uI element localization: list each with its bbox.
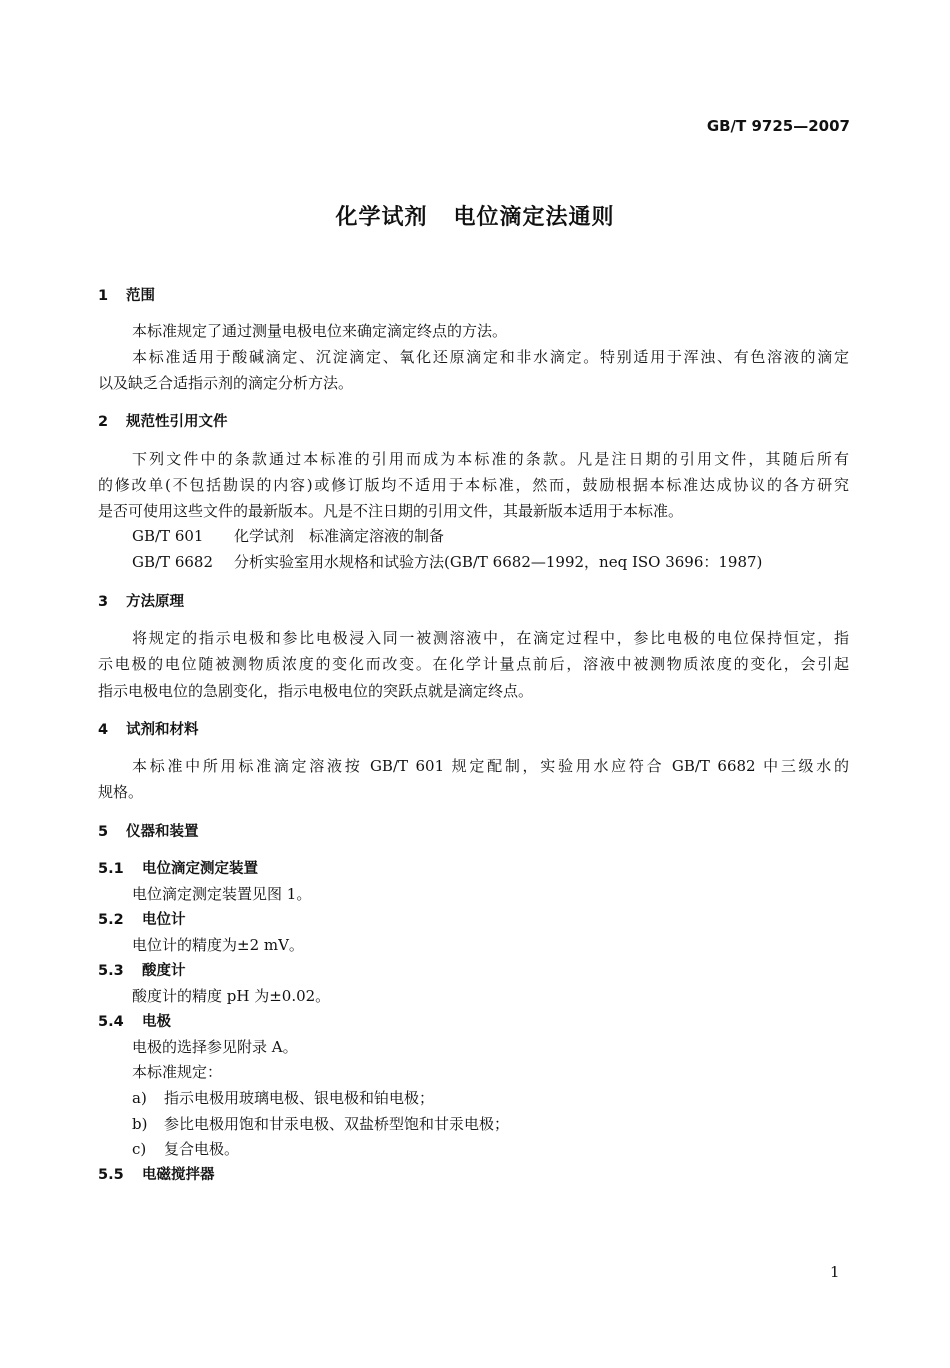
list-item-label: c) — [132, 1140, 147, 1158]
subsection-5-4-heading — [98, 1010, 171, 1031]
list-item-label: a) — [132, 1089, 147, 1107]
paragraph: 本标准规定了通过测量电极电位来确定滴定终点的方法。 — [132, 322, 508, 340]
paragraph-line: 下列文件中的条款通过本标准的引用而成为本标准的条款。凡是注日期的引用文件，其随后所有 — [132, 450, 849, 468]
paragraph: 电位滴定测定装置见图 1。 — [132, 885, 312, 903]
paragraph-line: 以及缺乏合适指示剂的滴定分析方法。 — [98, 374, 354, 392]
reference-item — [132, 551, 762, 572]
list-item-text: 复合电极。 — [164, 1140, 240, 1158]
subsection-number: 5.4 — [98, 1014, 124, 1030]
section-number: 1 — [98, 288, 109, 304]
section-2-heading — [98, 410, 228, 431]
subsection-5-5-heading — [98, 1163, 215, 1184]
paragraph-line: 示电极的电位随被测物质浓度的变化而改变。在化学计量点前后，溶液中被测物质浓度的变化，会引起 — [98, 655, 849, 673]
list-item-text: 指示电极用玻璃电极、银电极和铂电极； — [164, 1089, 435, 1107]
section-title: 范围 — [126, 288, 155, 304]
reference-title: 化学试剂 标准滴定溶液的制备 — [234, 527, 445, 545]
subsection-title: 电位计 — [142, 912, 186, 928]
paragraph-line: 是否可使用这些文件的最新版本。凡是不注日期的引用文件，其最新版本适用于本标准。 — [98, 502, 684, 520]
list-item — [132, 1138, 239, 1159]
section-number: 2 — [98, 414, 109, 430]
section-number: 5 — [98, 824, 109, 840]
reference-code: GB/T 601 — [132, 527, 204, 545]
section-3-heading — [98, 590, 184, 611]
list-item-label: b) — [132, 1115, 148, 1133]
subsection-number: 5.2 — [98, 912, 124, 928]
title-part-1: 化学试剂 — [335, 205, 428, 230]
list-item — [132, 1087, 434, 1108]
section-1-heading — [98, 284, 155, 305]
subsection-title: 酸度计 — [142, 963, 186, 979]
list-item — [132, 1113, 509, 1134]
paragraph: 酸度计的精度 pH 为±0.02。 — [132, 987, 331, 1005]
subsection-title: 电极 — [142, 1014, 171, 1030]
subsection-number: 5.5 — [98, 1167, 124, 1183]
section-title: 试剂和材料 — [126, 722, 199, 738]
subsection-title: 电位滴定测定装置 — [142, 861, 258, 877]
reference-title: 分析实验室用水规格和试验方法(GB/T 6682—1992，neq ISO 3696：1987) — [234, 553, 763, 571]
paragraph-line: 将规定的指示电极和参比电极浸入同一被测溶液中，在滴定过程中，参比电极的电位保持恒定，指 — [132, 629, 849, 647]
title-part-2: 电位滴定法通则 — [453, 205, 615, 230]
section-title: 方法原理 — [126, 594, 184, 610]
section-title: 仪器和装置 — [126, 824, 199, 840]
paragraph-line: 本标准适用于酸碱滴定、沉淀滴定、氧化还原滴定和非水滴定。特别适用于浑浊、有色溶液的滴定 — [132, 348, 849, 366]
document-title — [0, 200, 950, 231]
paragraph: 电位计的精度为±2 mV。 — [132, 936, 304, 954]
subsection-5-2-heading — [98, 908, 186, 929]
subsection-title: 电磁搅拌器 — [142, 1167, 215, 1183]
section-number: 3 — [98, 594, 109, 610]
section-4-heading — [98, 718, 199, 739]
section-title: 规范性引用文件 — [126, 414, 228, 430]
paragraph-line: 指示电极电位的急剧变化，指示电极电位的突跃点就是滴定终点。 — [98, 682, 534, 700]
subsection-5-1-heading — [98, 857, 258, 878]
section-5-heading — [98, 820, 199, 841]
paragraph-line: 的修改单(不包括勘误的内容)或修订版均不适用于本标准，然而，鼓励根据本标准达成协议的各方研究 — [98, 476, 849, 494]
subsection-number: 5.1 — [98, 861, 124, 877]
reference-item — [132, 525, 444, 546]
paragraph: 电极的选择参见附录 A。 — [132, 1038, 298, 1056]
section-number: 4 — [98, 722, 109, 738]
paragraph: 本标准规定： — [132, 1063, 223, 1081]
paragraph-line: 规格。 — [98, 783, 144, 801]
standard-code: GB/T 9725—2007 — [706, 117, 850, 135]
subsection-5-3-heading — [98, 959, 186, 980]
list-item-text: 参比电极用饱和甘汞电极、双盐桥型饱和甘汞电极； — [164, 1115, 510, 1133]
paragraph-line: 本标准中所用标准滴定溶液按 GB/T 601 规定配制，实验用水应符合 GB/T 6682 中三级水的 — [132, 757, 849, 775]
subsection-number: 5.3 — [98, 963, 124, 979]
page-number: 1 — [830, 1263, 840, 1281]
reference-code: GB/T 6682 — [132, 553, 214, 571]
